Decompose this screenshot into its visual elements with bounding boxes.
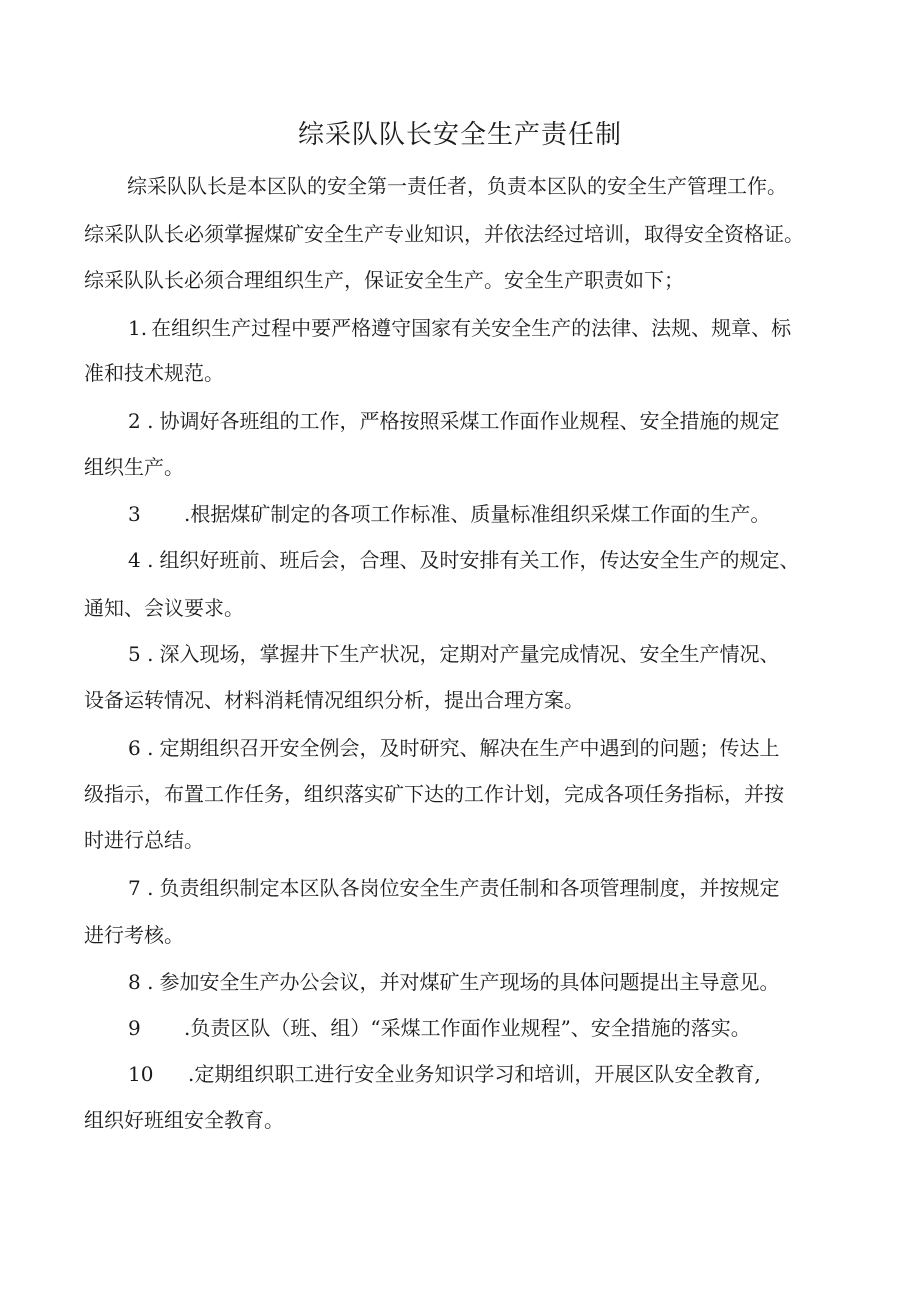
item-7-text: 负责组织制定本区队各岗位安全生产责任制和各项管理制度，并按规定: [159, 876, 780, 900]
item-8-number: 8 .: [128, 970, 154, 994]
item-1-number: 1.: [128, 316, 148, 340]
item-6-text: 定期组织召开安全例会，及时研究、解决在生产中遇到的问题；传达上: [159, 736, 780, 760]
item-10-number: 10: [128, 1062, 154, 1086]
intro-line-1: 综采队队长是本区队的安全第一责任者，负责本区队的安全生产管理工作。: [127, 174, 787, 198]
item-9-number: 9: [128, 1016, 141, 1040]
item-5-line-1: [128, 640, 779, 668]
document-title: 综采队队长安全生产责任制: [297, 120, 622, 150]
item-3-line-1: [128, 500, 770, 528]
item-1-text: 在组织生产过程中要严格遵守国家有关安全生产的法律、法规、规章、标: [151, 316, 792, 340]
item-10-text: .定期组织职工进行安全业务知识学习和培训，开展区队安全教育,: [188, 1062, 761, 1086]
item-1-line-1: [128, 314, 791, 342]
item-8-line-1: [128, 968, 779, 996]
item-7-line-2: 进行考核。: [84, 923, 184, 947]
item-6-number: 6 .: [128, 736, 154, 760]
item-9-line-1: [128, 1014, 751, 1042]
item-5-line-2: 设备运转情况、材料消耗情况组织分析，提出合理方案。: [84, 688, 584, 712]
item-6-line-2: 级指示，布置工作任务，组织落实矿下达的工作计划，完成各项任务指标，并按: [84, 782, 784, 806]
item-3-number: 3: [128, 502, 141, 526]
item-4-text: 组织好班前、班后会，合理、及时安排有关工作，传达安全生产的规定、: [159, 548, 800, 572]
item-9-text: .负责区队（班、组）“采煤工作面作业规程”、安全措施的落实。: [184, 1016, 751, 1040]
item-2-line-2: 组织生产。: [84, 455, 184, 479]
item-7-number: 7 .: [128, 876, 154, 900]
item-7-line-1: [128, 874, 779, 902]
item-5-text: 深入现场，掌握井下生产状况，定期对产量完成情况、安全生产情况、: [159, 642, 780, 666]
item-10-line-2: 组织好班组安全教育。: [84, 1108, 284, 1132]
item-2-number: 2 .: [128, 409, 154, 433]
item-8-text: 参加安全生产办公会议，并对煤矿生产现场的具体问题提出主导意见。: [159, 970, 780, 994]
item-3-text: .根据煤矿制定的各项工作标准、质量标准组织采煤工作面的生产。: [184, 502, 771, 526]
item-10-line-1: [128, 1060, 761, 1088]
item-4-number: 4 .: [128, 548, 154, 572]
item-4-line-1: [128, 546, 799, 574]
intro-line-3: 综采队队长必须合理组织生产，保证安全生产。安全生产职责如下；: [84, 268, 684, 292]
item-2-text: 协调好各班组的工作，严格按照采煤工作面作业规程、安全措施的规定: [159, 409, 780, 433]
item-5-number: 5 .: [128, 642, 154, 666]
item-6-line-3: 时进行总结。: [84, 828, 204, 852]
item-1-line-2: 准和技术规范。: [84, 361, 224, 385]
intro-line-2: 综采队队长必须掌握煤矿安全生产专业知识，并依法经过培训，取得安全资格证。: [84, 222, 804, 246]
item-2-line-1: [128, 407, 779, 435]
item-6-line-1: [128, 734, 779, 762]
item-4-line-2: 通知、会议要求。: [84, 596, 244, 620]
